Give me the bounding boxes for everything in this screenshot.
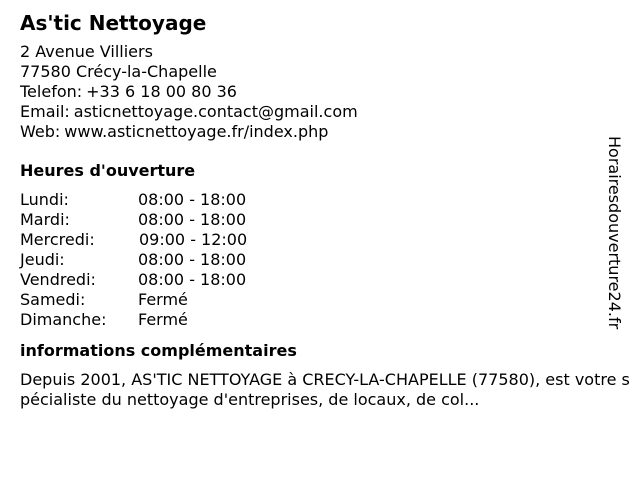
day-label: Mardi:	[20, 210, 70, 229]
info-heading: informations complémentaires	[20, 341, 297, 360]
day-hours: 09:00 - 12:00	[139, 230, 248, 249]
email-line	[20, 102, 610, 122]
phone-value[interactable]: +33 6 18 00 80 36	[86, 82, 237, 101]
day-label: Vendredi:	[20, 270, 96, 289]
day-label: Lundi:	[20, 190, 69, 209]
day-label: Jeudi:	[20, 250, 65, 269]
phone-line	[20, 82, 610, 102]
hours-table	[20, 190, 610, 330]
day-hours: Fermé	[138, 310, 188, 329]
hours-row-lundi	[20, 190, 610, 210]
hours-row-jeudi	[20, 250, 610, 270]
day-label: Dimanche:	[20, 310, 107, 329]
email-value[interactable]: asticnettoyage.contact@gmail.com	[73, 102, 358, 121]
web-label: Web:	[20, 122, 61, 141]
hours-row-samedi	[20, 290, 610, 310]
day-hours: 08:00 - 18:00	[138, 250, 247, 269]
day-hours: 08:00 - 18:00	[138, 190, 247, 209]
day-hours: 08:00 - 18:00	[138, 210, 247, 229]
day-hours: 08:00 - 18:00	[138, 270, 247, 289]
day-hours: Fermé	[138, 290, 188, 309]
hours-row-mardi	[20, 210, 610, 230]
phone-label: Telefon:	[20, 82, 83, 101]
side-watermark: Horairesdouverture24.fr	[605, 136, 624, 330]
hours-heading: Heures d'ouverture	[20, 161, 196, 180]
day-label: Samedi:	[20, 290, 86, 309]
email-label: Email:	[20, 102, 70, 121]
web-line	[20, 122, 610, 142]
address-street: 2 Avenue Villiers	[20, 42, 153, 61]
web-link[interactable]: www.asticnettoyage.fr/index.php	[64, 122, 329, 141]
day-label: Mercredi:	[20, 230, 95, 249]
info-description: Depuis 2001, AS'TIC NETTOYAGE à CRECY-LA-CHAPELLE (77580), est votre spécialiste du nettoyage d'entreprises, de locaux, de col...	[20, 370, 630, 409]
hours-row-mercredi	[20, 230, 610, 250]
business-name: As'tic Nettoyage	[20, 11, 207, 35]
hours-row-vendredi	[20, 270, 610, 290]
hours-row-dimanche	[20, 310, 610, 330]
address-city: 77580 Crécy-la-Chapelle	[20, 62, 217, 81]
